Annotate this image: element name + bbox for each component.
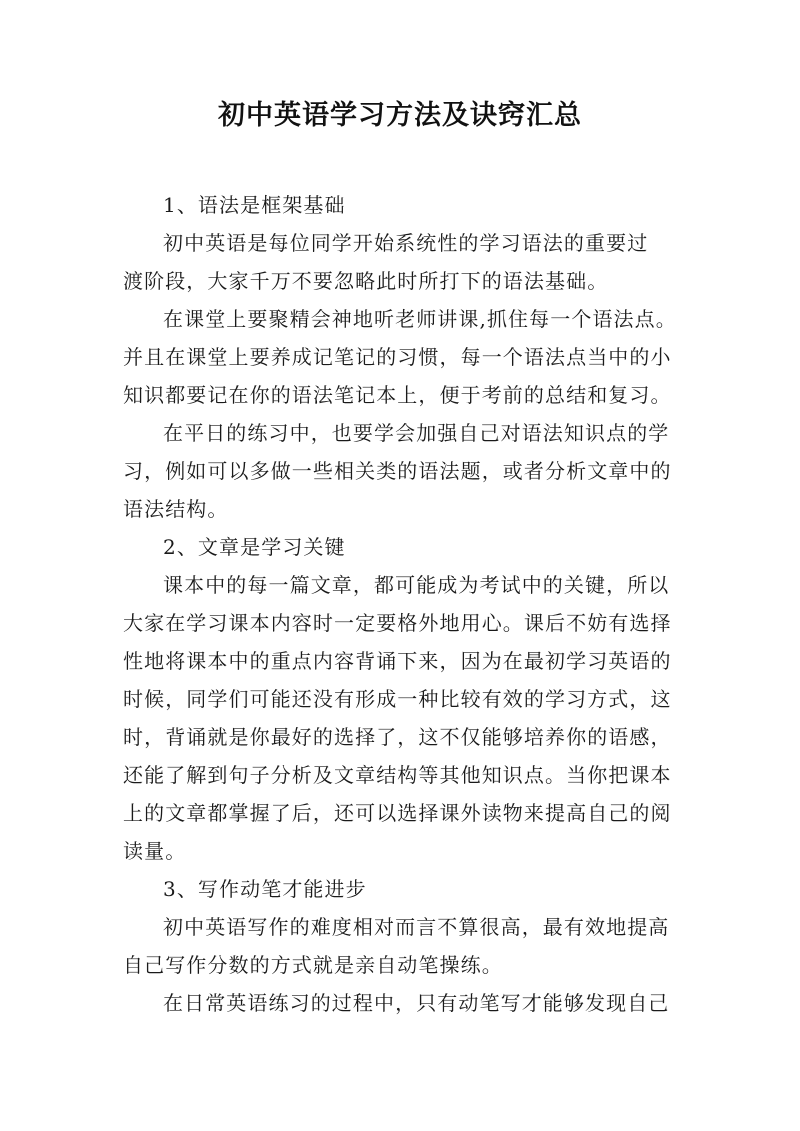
paragraph-line: 习，例如可以多做一些相关类的语法题，或者分析文章中的 (123, 459, 672, 483)
paragraph-line: 初中英语是每位同学开始系统性的学习语法的重要过 (163, 231, 649, 255)
paragraph-line: 性地将课本中的重点内容背诵下来，因为在最初学习英语的 (123, 649, 672, 673)
paragraph-line: 课本中的每一篇文章，都可能成为考试中的关键，所以 (163, 573, 670, 597)
document-title: 初中英语学习方法及诀窍汇总 (218, 100, 582, 131)
paragraph-line: 自己写作分数的方式就是亲自动笔操练。 (123, 953, 503, 977)
paragraph-line: 上的文章都掌握了后，还可以选择课外读物来提高自己的阅 (123, 801, 672, 825)
paragraph-line: 渡阶段，大家千万不要忽略此时所打下的语法基础。 (123, 269, 609, 293)
section-heading-grammar: 1、语法是框架基础 (163, 193, 346, 217)
paragraph-line: 还能了解到句子分析及文章结构等其他知识点。当你把课本 (123, 763, 672, 787)
paragraph-line: 在日常英语练习的过程中，只有动笔写才能够发现自己 (163, 991, 670, 1015)
paragraph-line: 语法结构。 (123, 497, 229, 521)
section-heading-articles: 2、文章是学习关键 (163, 535, 346, 559)
paragraph-line: 时，背诵就是你最好的选择了，这不仅能够培养你的语感， (123, 725, 672, 749)
paragraph-line: 大家在学习课本内容时一定要格外地用心。课后不妨有选择 (123, 611, 672, 635)
paragraph-line: 并且在课堂上要养成记笔记的习惯，每一个语法点当中的小 (123, 345, 672, 369)
paragraph-line: 读量。 (123, 839, 187, 863)
paragraph-line: 在平日的练习中，也要学会加强自己对语法知识点的学 (163, 421, 670, 445)
paragraph-line: 在课堂上要聚精会神地听老师讲课,抓住每一个语法点。 (163, 307, 677, 331)
document-body (123, 186, 691, 1022)
section-heading-writing: 3、写作动笔才能进步 (163, 877, 367, 901)
paragraph-line: 时候，同学们可能还没有形成一种比较有效的学习方式，这 (123, 687, 672, 711)
paragraph-line: 知识都要记在你的语法笔记本上，便于考前的总结和复习。 (123, 383, 672, 407)
paragraph-line: 初中英语写作的难度相对而言不算很高，最有效地提高 (163, 915, 670, 939)
